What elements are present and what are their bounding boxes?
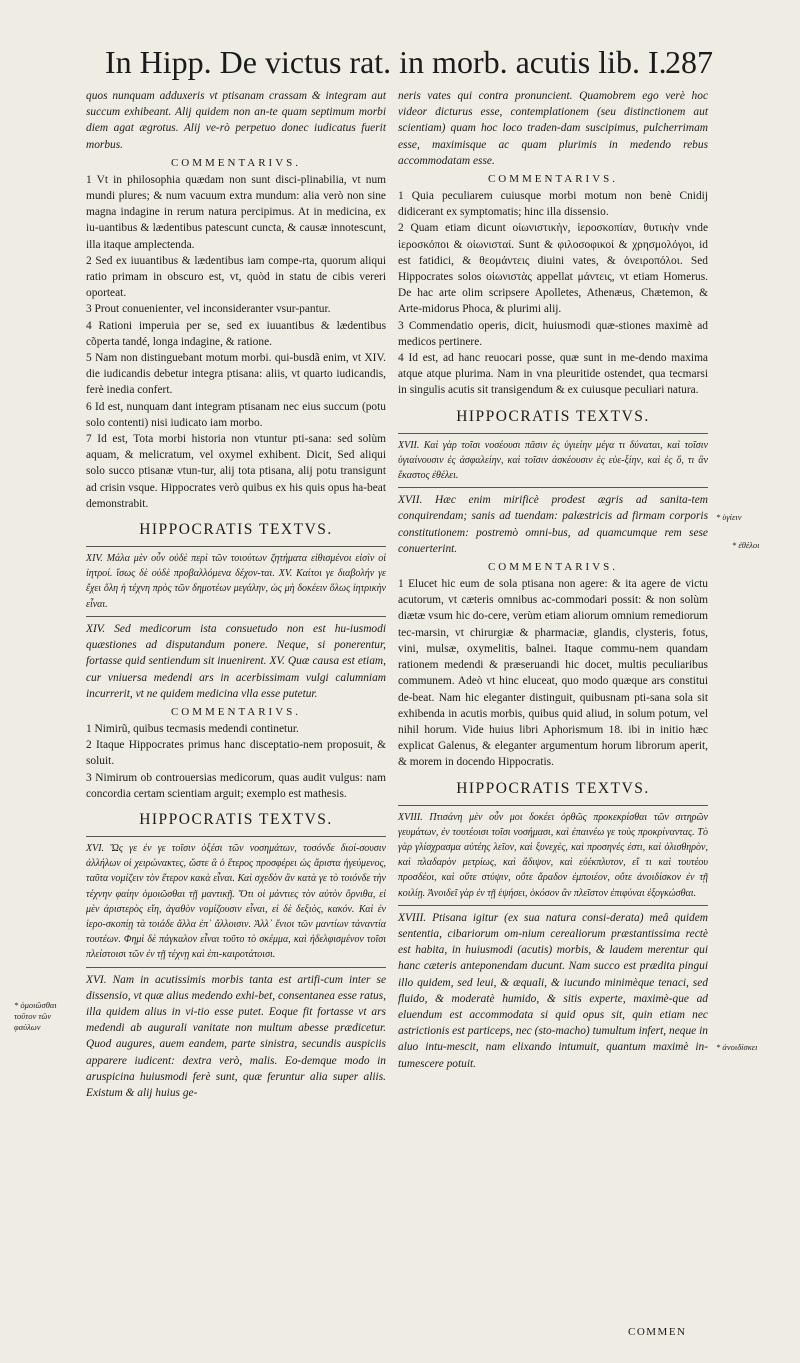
divider bbox=[398, 433, 708, 434]
commentary-note: 2 Sed ex iuuantibus & lædentibus iam compe-rta, quorum aliqui ratio primam in obscuro est, vt, quòd in statu de cibis vereri oporteat. bbox=[86, 254, 386, 300]
latin-translation: XIV. Sed medicorum ista consuetudo non est hu-iusmodi quæstiones ad disputandum ponere. Neque, si ponerentur, fortasse quid sentiendum sit inuenirent. XV. Quæ causa est etiam, cur vniuersa medendi ars in acerbissimam vulgi calumniam incurrerit, vt ne quidem medicina vlla esse putetur. bbox=[86, 622, 386, 700]
commentary-note: 3 Prout conuenienter, vel inconsideranter vsur-pantur. bbox=[86, 303, 331, 316]
divider bbox=[398, 487, 708, 488]
commentary-note: 2 Itaque Hippocrates primus hanc disceptatio-nem proposuit, & soluit. bbox=[86, 739, 386, 768]
commentary-note: 7 Id est, Tota morbi historia non vtuntur pti-sana: sed solùm aquam, & melicratum, vel oxymel exhibent. Dicit, Sed aliqui solo succo ptisanæ vtun-tur, alij tota ptisana, alij potu transigunt ad crisin vsque. Hippocrates verò quibus ex his quis opus ha-beat demonstrabit. bbox=[86, 433, 386, 510]
commentary-note: 5 Nam non distinguebant motum morbi. qui-busdã enim, vt XIV. die iudicandis debetur integra ptisana: aliis, vt quarto iudicandis, ferè inedia confert. bbox=[86, 352, 386, 397]
margin-note: * ἐθέλοι bbox=[732, 540, 760, 550]
commentary-note: 6 Id est, nunquam dant integram ptisanam nec eius succum (potu solo contenti) nisi iudicato iam morbo. bbox=[86, 400, 386, 429]
commentary-note: 3 Commendatio operis, dicit, huiusmodi quæ-stiones maximè ad medicos pertinere. bbox=[398, 319, 708, 348]
divider bbox=[398, 905, 708, 906]
commentary-note: 1 Quia peculiarem cuiusque morbi motum non benè Cnidij didicerant ex symptomatis; hinc illa dissensio. bbox=[398, 190, 708, 219]
running-title: In Hipp. De victus rat. in morb. acutis lib. I. bbox=[105, 44, 667, 80]
divider bbox=[86, 616, 386, 617]
left-intro-text: quos nunquam adduxeris vt ptisanam crassam & integram aut succum exhibeant. Alij quidem non an-te quam septimum morbi diem agat ægrotus. Alij ve-rò perpetuo donec iudicatus fuerit morbus. bbox=[86, 90, 386, 151]
commentarius-heading: COMMENTARIVS. bbox=[170, 156, 302, 169]
left-column bbox=[86, 88, 386, 1101]
latin-translation: XVIII. Ptisana igitur (ex sua natura consi-derata) meâ quidem sententia, cibariorum om-nium cerealiorum præstantissima rectè est habita, in huiusmodi (acutis) morbis, & laudem merentur qui hanc cæteris anteponendam ducunt. Nam succo est prædita pingui illo quidem, sed leui, & æquali, & iucundo minimèque tenaci, sed fluido, & moderatè humido, & sitis experte, maximè-que ad eluendum est accommodata si quid opus sit, quin etiam nec astrictionis est particeps, nec (sto-macho) tumultum infert, neque in aluo intu-mescit, nam elixando intumuit, quantum maximè in-tumescere potuit. bbox=[398, 911, 708, 1070]
margin-note: * ὁμοιῶσθαι τοῦτον τῶν φαύλων bbox=[14, 1000, 57, 1032]
divider bbox=[398, 805, 708, 806]
right-column bbox=[398, 88, 708, 1072]
greek-text: XVII. Καὶ γὰρ τοῖσι νοσέουσι πᾶσιν ἐς ὑγιείην μέγα τι δύναται, καὶ τοῖσιν ὑγιαίνουσιν ἐς ἀσφαλείην, καὶ τοῖσιν ἀσκέουσιν ἐς εὐε-ξίην, καὶ ἐς ὅ, τι ἂν ἕκαστος ἐθέλει. bbox=[398, 439, 708, 482]
latin-translation: XVII. Hæc enim mirificè prodest ægris ad sanita-tem conquirendam; sanis ad tuendam: palæstricis ad firmam corporis constitutionem: postremò omni-bus, ad quamcumque rem sese conuerterint. bbox=[398, 494, 708, 555]
greek-text: XVIII. Πτισάνη μὲν οὖν μοι δοκέει ὀρθῶς προκεκρίσθαι τῶν σιτηρῶν γευμάτων, ἐν τουτέοισι τοῖσι νοσήμασι, καὶ ἐπαινέω γε τοὺς προκρίναντας. Τὸ γὰρ γλίσχρασμα αὐτέης λεῖον, καὶ ξυνεχὲς, καὶ προσηνές ἐστι, καὶ ὀλισθηρὸν, καὶ πλαδαρὸν μετρίως, καὶ ἄδιψον, καὶ εὐέκπλυτον, εἴ τι καὶ τουτέου προσδέοι, καὶ οὔτε στύψιν, οὔτε ἄραδον ἐμποιέον, οὔτε ἀνοιδίσκον ἐν τῇ κοιλίῃ. Ἀνοιδεῖ γὰρ ἐν τῇ ἑψήσει, ὁκόσον ἂν πλεῖστον ἐπιφύναι ἐξογκώσθαι. bbox=[398, 811, 708, 899]
section-heading: HIPPOCRATIS TEXTVS. bbox=[139, 810, 333, 828]
commentary-note: 1 Elucet hic eum de sola ptisana non agere: & ita agere de victu acutorum, vt cæteris omnibus ac-commodari possit: & non solùm diætæ vsum hic do-cere, verùm etiam aliorum omnium remediorum tec-marsin, vt chirurgiæ & pharmaciæ, glandis, clysteris, fotus, vini, mulsæ, oxymelitis, balnei. Itaque commu-nem quandam rationem medendi & præseruandi hic docet, multis peculiaribus communem. Adeò vt hinc eluceat, quo modo quæque ars constitui de-beat. Nam hic eleganter distinguit, quibusnam pti-sana sola sit exhibenda in acutis morbis, quibus quid aliud, in solum potum, vel nihil horum. Vide huius libri Aphorismum 18. ibi in initio hæc explicat Galenus, & eleganter argumentum horum librorum aperit, & morem in docendo Hippocratis. bbox=[398, 578, 708, 769]
greek-text: XVI. Ὥς γε ἐν γε τοῖσιν ὀξέσι τῶν νοσημάτων, τοσόνδε διοί-σουσιν ἀλλήλων οἱ χειρώνακτες, ὥστε ἃ ὁ ἕτερος προσφέρει ὡς ἄριστα ἡγεύμενος, ταῦτα νομίζειν τὸν ἕτερον κακὰ εἶναι. Καὶ σχεδὸν ἂν κατὰ γε τὸ τοιόνδε τὴν τέχνην φαίην ὁμοιῶσθαι τῇ μαντικῇ. Ὅτι οἱ μάντιες τὸν αὐτὸν ὄρνιθα, εἰ μὲν ἀριστερὸς εἴη, ἀγαθὸν νομίζουσιν εἶναι, εἰ δὲ δεξιὸς, κακόν. Καὶ ἐν ἱερο-σκοπίῃ τὰ τοιάδε ἄλλα ἐπ᾽ ἄλλοισιν. Ἀλλ᾽ ἔνιοι τῶν μαντίων τἀναντία τουτέων. Φημὶ δὲ πάγκαλον εἶναι τοῦτο τὸ σκέμμα, καὶ ἠδελφισμένον τοῖσι πλείστοισι τῶν ἐν τῇ τέχνῃ καὶ ἐπι-καιροτάτοισι. bbox=[86, 842, 386, 961]
section-heading: HIPPOCRATIS TEXTVS. bbox=[456, 407, 650, 425]
latin-translation: XVI. Nam in acutissimis morbis tanta est artifi-cum inter se dissensio, vt quæ alius medendo exhi-bet, consentanea esse ratus, illa quidem alius in vi-tio esse putet. Eoque fit fortasse vt ars medendi ab augurali vanitate non multum abesse prædicetur. Quod augures, auem eandem, parte sinistra, secundis auspiciis apparere iudicent: dextra verò, malis. Eo-demque modo in aruspicina huiusmodi ferè sunt, quæ feruntur alia super aliis. Existum & alij huius ge- bbox=[86, 973, 386, 1099]
divider bbox=[86, 967, 386, 968]
commentary-note: 2 Quam etiam dicunt οἰωνιστικὴν, ἱεροσκοπίαν, θυτικὴν vnde ἱεροσκόποι & οἰωνισταί. Sunt & φιλοσοφικοί & χρησμολόγοι, id est fatidici, & θεομάντεις diuini vates, & ὀνειροπόλοι. Sed Hippocrates solos οἰωνιστὰς appellat μάντεις, vt etiam Homerus. De hac arte olim scripsere Apolletes, Athenæus, Chætemon, & Arte-midorus Phoca, & plurimi alij. bbox=[398, 222, 708, 316]
commentary-note: 1 Nimirũ, quibus tecmasis medendi continetur. bbox=[86, 722, 299, 735]
running-header bbox=[105, 40, 713, 84]
divider bbox=[86, 836, 386, 837]
right-intro-text: neris vates qui contra pronuncient. Quamobrem ego verè hoc videor dicturus esse, contemplationem (seu distinctionem aut scientiam) quam hoc loco traden-dam suscipimus, pulcherrimam esse, maximisque ac quam plurimis in medendo rebus accommodatam esse. bbox=[398, 90, 708, 167]
section-heading: HIPPOCRATIS TEXTVS. bbox=[139, 521, 333, 539]
commentary-note: 4 Id est, ad hanc reuocari posse, quæ sunt in me-dendo maxima atque atque plurima. Nam in vna pleuritide ostendet, qua tecmarsi in singulis acutis sit transigendum & ex cuiusque peculiari natura. bbox=[398, 352, 708, 397]
divider bbox=[86, 546, 386, 547]
section-heading: HIPPOCRATIS TEXTVS. bbox=[456, 779, 650, 797]
margin-note: * ἀνοιδίσκει bbox=[716, 1042, 758, 1052]
catchword: COMMEN bbox=[628, 1326, 687, 1338]
page-number: 287 bbox=[665, 44, 713, 80]
commentary-note: 3 Nimirum ob controuersias medicorum, quas audit vulgus: nam concordia certam scientiam arguit; exemplo est mathesis. bbox=[86, 771, 386, 800]
commentarius-heading: COMMENTARIVS. bbox=[487, 561, 619, 574]
commentary-note: 1 Vt in philosophia quædam non sunt disci-plinabilia, vt num mundi plures; & num vacuum extra mundum: alia verò non sine magna indagine in rerum natura percipimus. At in medicina, ex iu-uantibus & lædentibus patescunt cuncta, & causæ innotescunt, illa itaque amplectenda. bbox=[86, 173, 386, 251]
greek-text: XIV. Μάλα μὲν οὖν οὐδὲ περὶ τῶν τοιούτων ζητήματα εἰθισμένοι εἰσὶν οἱ ἰητροί. ἴσως δὲ οὐδὲ προβαλλόμενα δέχον-ται. XV. Καίτοι γε διαβολήν γε ἔχει ὅλη ἡ τέχνη πρὸς τῶν δημοτέων μεγάλην, ὡς μὴ δοκέειν ὅλως ἰητρικὴν εἶναι. bbox=[86, 553, 386, 610]
commentarius-heading: COMMENTARIVS. bbox=[170, 705, 302, 718]
margin-note: * ὑγίειν bbox=[716, 512, 742, 522]
commentarius-heading: COMMENTARIVS. bbox=[487, 173, 619, 186]
commentary-note: 4 Rationi imperuia per se, sed ex iuuantibus & lædentibus cõperta tandé, longa indagine, & ratione. bbox=[86, 319, 386, 348]
